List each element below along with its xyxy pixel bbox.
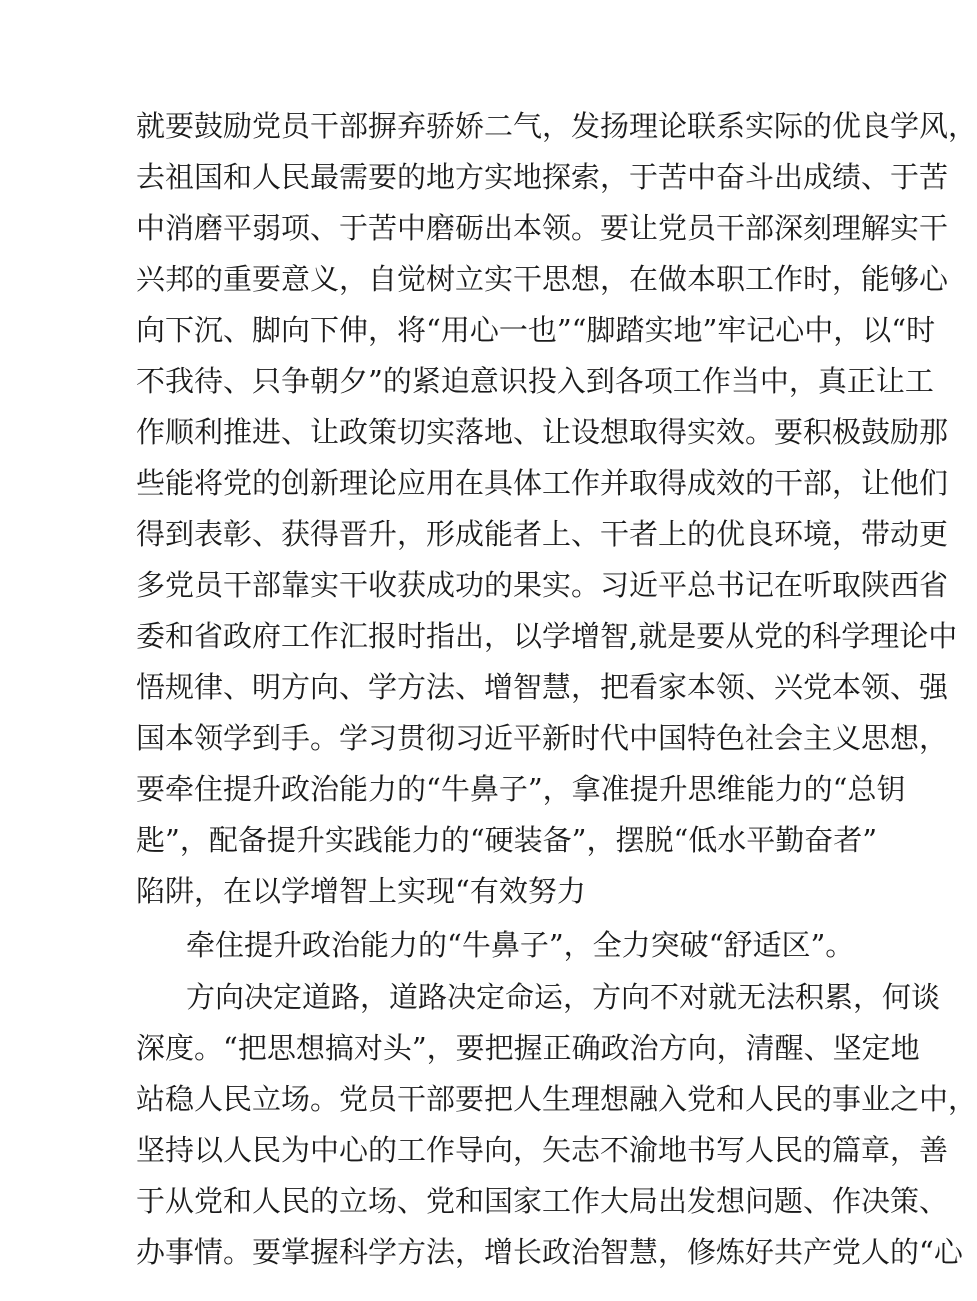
- text-line: 匙”，配备提升实践能力的“硬装备”，摆脱“低水平勤奋者”: [136, 823, 878, 857]
- text-line: 坚持以人民为中心的工作导向，矢志不渝地书写人民的篇章，善: [136, 1133, 949, 1167]
- text-line: 悟规律、明方向、学方法、增智慧，把看家本领、兴党本领、强: [136, 670, 949, 704]
- text-line: 深度。“把思想搞对头”，要把握正确政治方向，清醒、坚定地: [136, 1031, 920, 1065]
- text-line: 多党员干部靠实干收获成功的果实。习近平总书记在听取陕西省: [136, 568, 949, 602]
- text-line: 作顺利推进、让政策切实落地、让设想取得实效。要积极鼓励那: [136, 415, 949, 449]
- text-line: 委和省政府工作汇报时指出，以学增智,就是要从党的科学理论中: [136, 619, 958, 653]
- text-line: 办事情。要掌握科学方法，增长政治智慧，修炼好共产党人的“心: [136, 1235, 963, 1269]
- text-line: 不我待、只争朝夕”的紧迫意识投入到各项工作当中，真正让工: [136, 364, 934, 398]
- text-line: 向下沉、脚向下伸，将“用心一也”“脚踏实地”牢记心中，以“时: [136, 313, 936, 347]
- text-line: 就要鼓励党员干部摒弃骄娇二气，发扬理论联系实际的优良学风，: [136, 109, 977, 143]
- text-line: 国本领学到手。学习贯彻习近平新时代中国特色社会主义思想，: [136, 721, 949, 755]
- text-line: 些能将党的创新理论应用在具体工作并取得成效的干部，让他们: [136, 466, 949, 500]
- text-line: 站稳人民立场。党员干部要把人生理想融入党和人民的事业之中，: [136, 1082, 977, 1116]
- text-line: 要牵住提升政治能力的“牛鼻子”，拿准提升思维能力的“总钥: [136, 772, 906, 806]
- text-line: 得到表彰、获得晋升，形成能者上、干者上的优良环境，带动更: [136, 517, 949, 551]
- text-line: 兴邦的重要意义，自觉树立实干思想，在做本职工作时，能够心: [136, 262, 949, 296]
- section-heading: 牵住提升政治能力的“牛鼻子”，全力突破“舒适区”。: [186, 928, 855, 962]
- paragraph-first-line: 方向决定道路，道路决定命运，方向不对就无法积累，何谈: [186, 980, 941, 1014]
- text-line: 中消磨平弱项、于苦中磨砺出本领。要让党员干部深刻理解实干: [136, 211, 949, 245]
- text-line: 去祖国和人民最需要的地方实地探索，于苦中奋斗出成绩、于苦: [136, 160, 949, 194]
- text-line: 于从党和人民的立场、党和国家工作大局出发想问题、作决策、: [136, 1184, 949, 1218]
- text-line: 陷阱，在以学增智上实现“有效努力: [136, 874, 586, 908]
